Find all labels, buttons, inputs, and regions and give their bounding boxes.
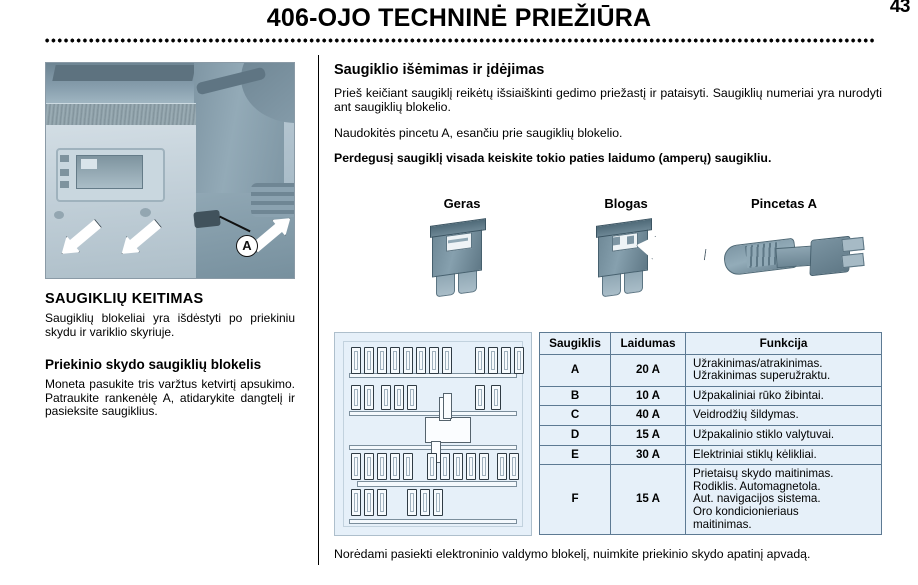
fuse-illustration-good — [426, 222, 488, 294]
fusebox-slot — [453, 453, 463, 480]
photo-switch-button-2 — [60, 169, 69, 176]
figure-label-bad: Blogas — [604, 196, 648, 211]
fusebox-slot — [475, 347, 485, 374]
fuse-id-cell: B — [540, 386, 611, 406]
fusebox-slot — [501, 347, 511, 374]
figure-label-good: Geras — [443, 196, 481, 211]
tweezers-tip-lower — [841, 253, 864, 268]
fusebox-slot-inner — [410, 389, 414, 406]
fusebox-slot — [466, 453, 476, 480]
left-heading-fuse-replacement: SAUGIKLIŲ KEITIMAS — [45, 291, 204, 307]
fusebox-slot-inner — [469, 457, 473, 476]
fusebox-slot — [475, 385, 485, 410]
fusebox-slot-inner — [517, 351, 521, 370]
fuse-amperage-cell: 15 A — [611, 425, 686, 445]
fusebox-slot-inner — [512, 457, 516, 476]
fusebox-slot — [377, 489, 387, 516]
fuse-illustration-bad — [592, 222, 654, 294]
dotted-divider — [44, 38, 874, 43]
fusebox-slot — [394, 385, 404, 410]
fusebox-slot — [390, 453, 400, 480]
photo-release-handle — [193, 210, 221, 229]
fuse-id-cell: F — [540, 465, 611, 535]
right-heading-fuse-removal: Saugiklio išėmimas ir įdėjimas — [334, 62, 545, 78]
fusebox-slot — [416, 347, 426, 374]
fusebox-slot-inner — [456, 457, 460, 476]
fusebox-slot — [351, 453, 361, 480]
column-divider — [318, 55, 319, 565]
right-paragraph-1: Prieš keičiant saugiklį reikėtų išsiaiškinti gedimo priežastį ir pataisyti. Saugiklių numeriai yra nurodyti ant saugiklių blokelio. — [334, 86, 882, 114]
table-row — [540, 386, 882, 406]
fusebox-slot — [377, 347, 387, 374]
fuse-bad-filament-break-right — [627, 236, 634, 245]
fusebox-slot — [351, 347, 361, 374]
fusebox-slot — [509, 453, 519, 480]
photo-quarter-turn-screw-1 — [54, 211, 64, 219]
fusebox-slot — [497, 453, 507, 480]
fusebox-slot-inner — [367, 389, 371, 406]
fusebox-slot — [429, 347, 439, 374]
fuse-id-cell: C — [540, 406, 611, 426]
fuse-function-cell: Užpakalinio stiklo valytuvai. — [686, 425, 882, 445]
table-row — [540, 425, 882, 445]
fusebox-slot — [442, 347, 452, 374]
fusebox-rail-2 — [349, 411, 517, 416]
fuse-function-cell: Užpakaliniai rūko žibintai. — [686, 386, 882, 406]
fusebox-slot-inner — [491, 351, 495, 370]
left-heading-dash-fusebox: Priekinio skydo saugiklių blokelis — [45, 357, 262, 372]
fusebox-slot — [427, 453, 437, 480]
fusebox-slot-inner — [393, 351, 397, 370]
fusebox-slot — [403, 453, 413, 480]
fusebox-slot-inner — [443, 457, 447, 476]
table-row — [540, 465, 882, 535]
fusebox-slot-inner — [354, 493, 358, 512]
fusebox-slot — [364, 385, 374, 410]
photo-switch-button-1 — [60, 155, 69, 162]
fusebox-slot-inner — [367, 351, 371, 370]
fuse-amperage-cell: 20 A — [611, 354, 686, 386]
fusebox-slot-inner — [397, 389, 401, 406]
fusebox-slot — [420, 489, 430, 516]
fuse-function-cell: Veidrodžių šildymas. — [686, 406, 882, 426]
fuse-id-cell: E — [540, 445, 611, 465]
fusebox-slot-inner — [430, 457, 434, 476]
table-row — [540, 445, 882, 465]
fusebox-slot — [403, 347, 413, 374]
fuse-bad-filament-break-left — [613, 237, 620, 246]
fusebox-slot-inner — [367, 457, 371, 476]
fuse-amperage-cell: 30 A — [611, 445, 686, 465]
fusebox-slot-inner — [406, 457, 410, 476]
left-body-dash-fusebox: Moneta pasukite tris varžtus ketvirtį apsukimo. Patraukite rankenėlę A, atidarykite dangtelį ir pasieksite saugiklius. — [45, 377, 295, 418]
fuse-amperage-cell: 40 A — [611, 406, 686, 426]
fusebox-slot-inner — [500, 457, 504, 476]
fusebox-slot-inner — [367, 493, 371, 512]
fusebox-slot-inner — [393, 457, 397, 476]
fusebox-slot-inner — [478, 389, 482, 406]
left-column — [45, 62, 295, 419]
page-number: 43 — [889, 0, 910, 17]
photo-quarter-turn-screw-2 — [140, 208, 151, 217]
fusebox-slot — [491, 385, 501, 410]
fusebox-slot — [433, 489, 443, 516]
photo-switch-button-3 — [60, 181, 69, 188]
fuse-function-cell: Elektriniai stiklų kėlikliai. — [686, 445, 882, 465]
fusebox-rail-4 — [357, 481, 517, 487]
photo-windshield — [52, 65, 195, 81]
fusebox-layout-diagram — [334, 332, 532, 536]
fuse-table-head — [540, 333, 882, 355]
fusebox-slot — [364, 347, 374, 374]
table-row — [540, 406, 882, 426]
fusebox-slot — [351, 385, 361, 410]
page-title: 406-OJO TECHNINĖ PRIEŽIŪRA — [266, 4, 652, 32]
table-row — [540, 354, 882, 386]
fuse-function-table — [539, 332, 882, 535]
fusebox-slot — [390, 347, 400, 374]
fuse-table-header-amp: Laidumas — [611, 333, 686, 355]
fusebox-slot-inner — [380, 457, 384, 476]
fusebox-slot-inner — [478, 351, 482, 370]
fusebox-slot — [364, 453, 374, 480]
fusebox-rail-5 — [349, 519, 517, 524]
fusebox-slot — [440, 453, 450, 480]
fusebox-slot-inner — [504, 351, 508, 370]
callout-badge-a: A — [236, 235, 258, 257]
fusebox-slot — [407, 489, 417, 516]
fusebox-slot-inner — [436, 493, 440, 512]
right-column — [334, 62, 882, 166]
fusebox-slot-inner — [380, 351, 384, 370]
fuse-function-cell: Prietaisų skydo maitinimas. Rodiklis. Automagnetola. Aut. navigacijos sistema. Oro kondicionieriaus maitinimas. — [686, 465, 882, 535]
fuse-table-body — [540, 354, 882, 535]
fusebox-slot-inner — [380, 493, 384, 512]
fusebox-slot — [514, 347, 524, 374]
fusebox-slot-inner — [482, 457, 486, 476]
fuse-amperage-cell: 15 A — [611, 465, 686, 535]
fusebox-slot — [381, 385, 391, 410]
tweezers-tip-upper — [841, 237, 864, 252]
fusebox-slot-inner — [406, 351, 410, 370]
photo-switch-screen-inset — [81, 159, 97, 169]
tweezers-illustration — [724, 232, 864, 282]
fusebox-slot-inner — [410, 493, 414, 512]
right-paragraph-3: Perdegusį saugiklį visada keiskite tokio paties laidumo (amperų) saugikliu. — [334, 151, 772, 166]
fuse-amperage-cell: 10 A — [611, 386, 686, 406]
fusebox-slot-inner — [354, 351, 358, 370]
fuse-table-header-row — [540, 333, 882, 355]
dashboard-photo — [45, 62, 295, 279]
left-body-fuse-replacement: Saugiklių blokeliai yra išdėstyti po priekiniu skydu ir variklio skyriuje. — [45, 311, 295, 339]
fusebox-slot-inner — [384, 389, 388, 406]
fuse-table-header-id: Saugiklis — [540, 333, 611, 355]
fusebox-relay-upright — [443, 393, 452, 419]
fusebox-slot — [488, 347, 498, 374]
fusebox-slot — [407, 385, 417, 410]
right-paragraph-2: Naudokitės pincetu A, esančiu prie saugiklių blokelio. — [334, 125, 623, 140]
fuse-function-cell: Užrakinimas/atrakinimas. Užrakinimas superužraktu. — [686, 354, 882, 386]
fusebox-slot-inner — [445, 351, 449, 370]
fuse-table-header-function: Funkcija — [686, 333, 882, 355]
fusebox-slot-inner — [494, 389, 498, 406]
footer-note: Norėdami pasiekti elektroninio valdymo blokelį, nuimkite priekinio skydo apatinį apvadą. — [334, 547, 811, 561]
fusebox-slot-inner — [354, 457, 358, 476]
fusebox-slot-inner — [423, 493, 427, 512]
fusebox-slot-inner — [419, 351, 423, 370]
fuse-id-cell: D — [540, 425, 611, 445]
fusebox-slot — [377, 453, 387, 480]
fusebox-slot — [364, 489, 374, 516]
photo-wood-trim — [46, 103, 196, 127]
fuse-condition-figures — [334, 196, 882, 316]
fuse-id-cell: A — [540, 354, 611, 386]
fusebox-slot — [479, 453, 489, 480]
photo-air-vent — [251, 183, 295, 217]
fusebox-slot-inner — [354, 389, 358, 406]
fusebox-slot — [351, 489, 361, 516]
fusebox-slot-inner — [432, 351, 436, 370]
figure-label-tweezers: Pincetas A — [751, 196, 817, 211]
